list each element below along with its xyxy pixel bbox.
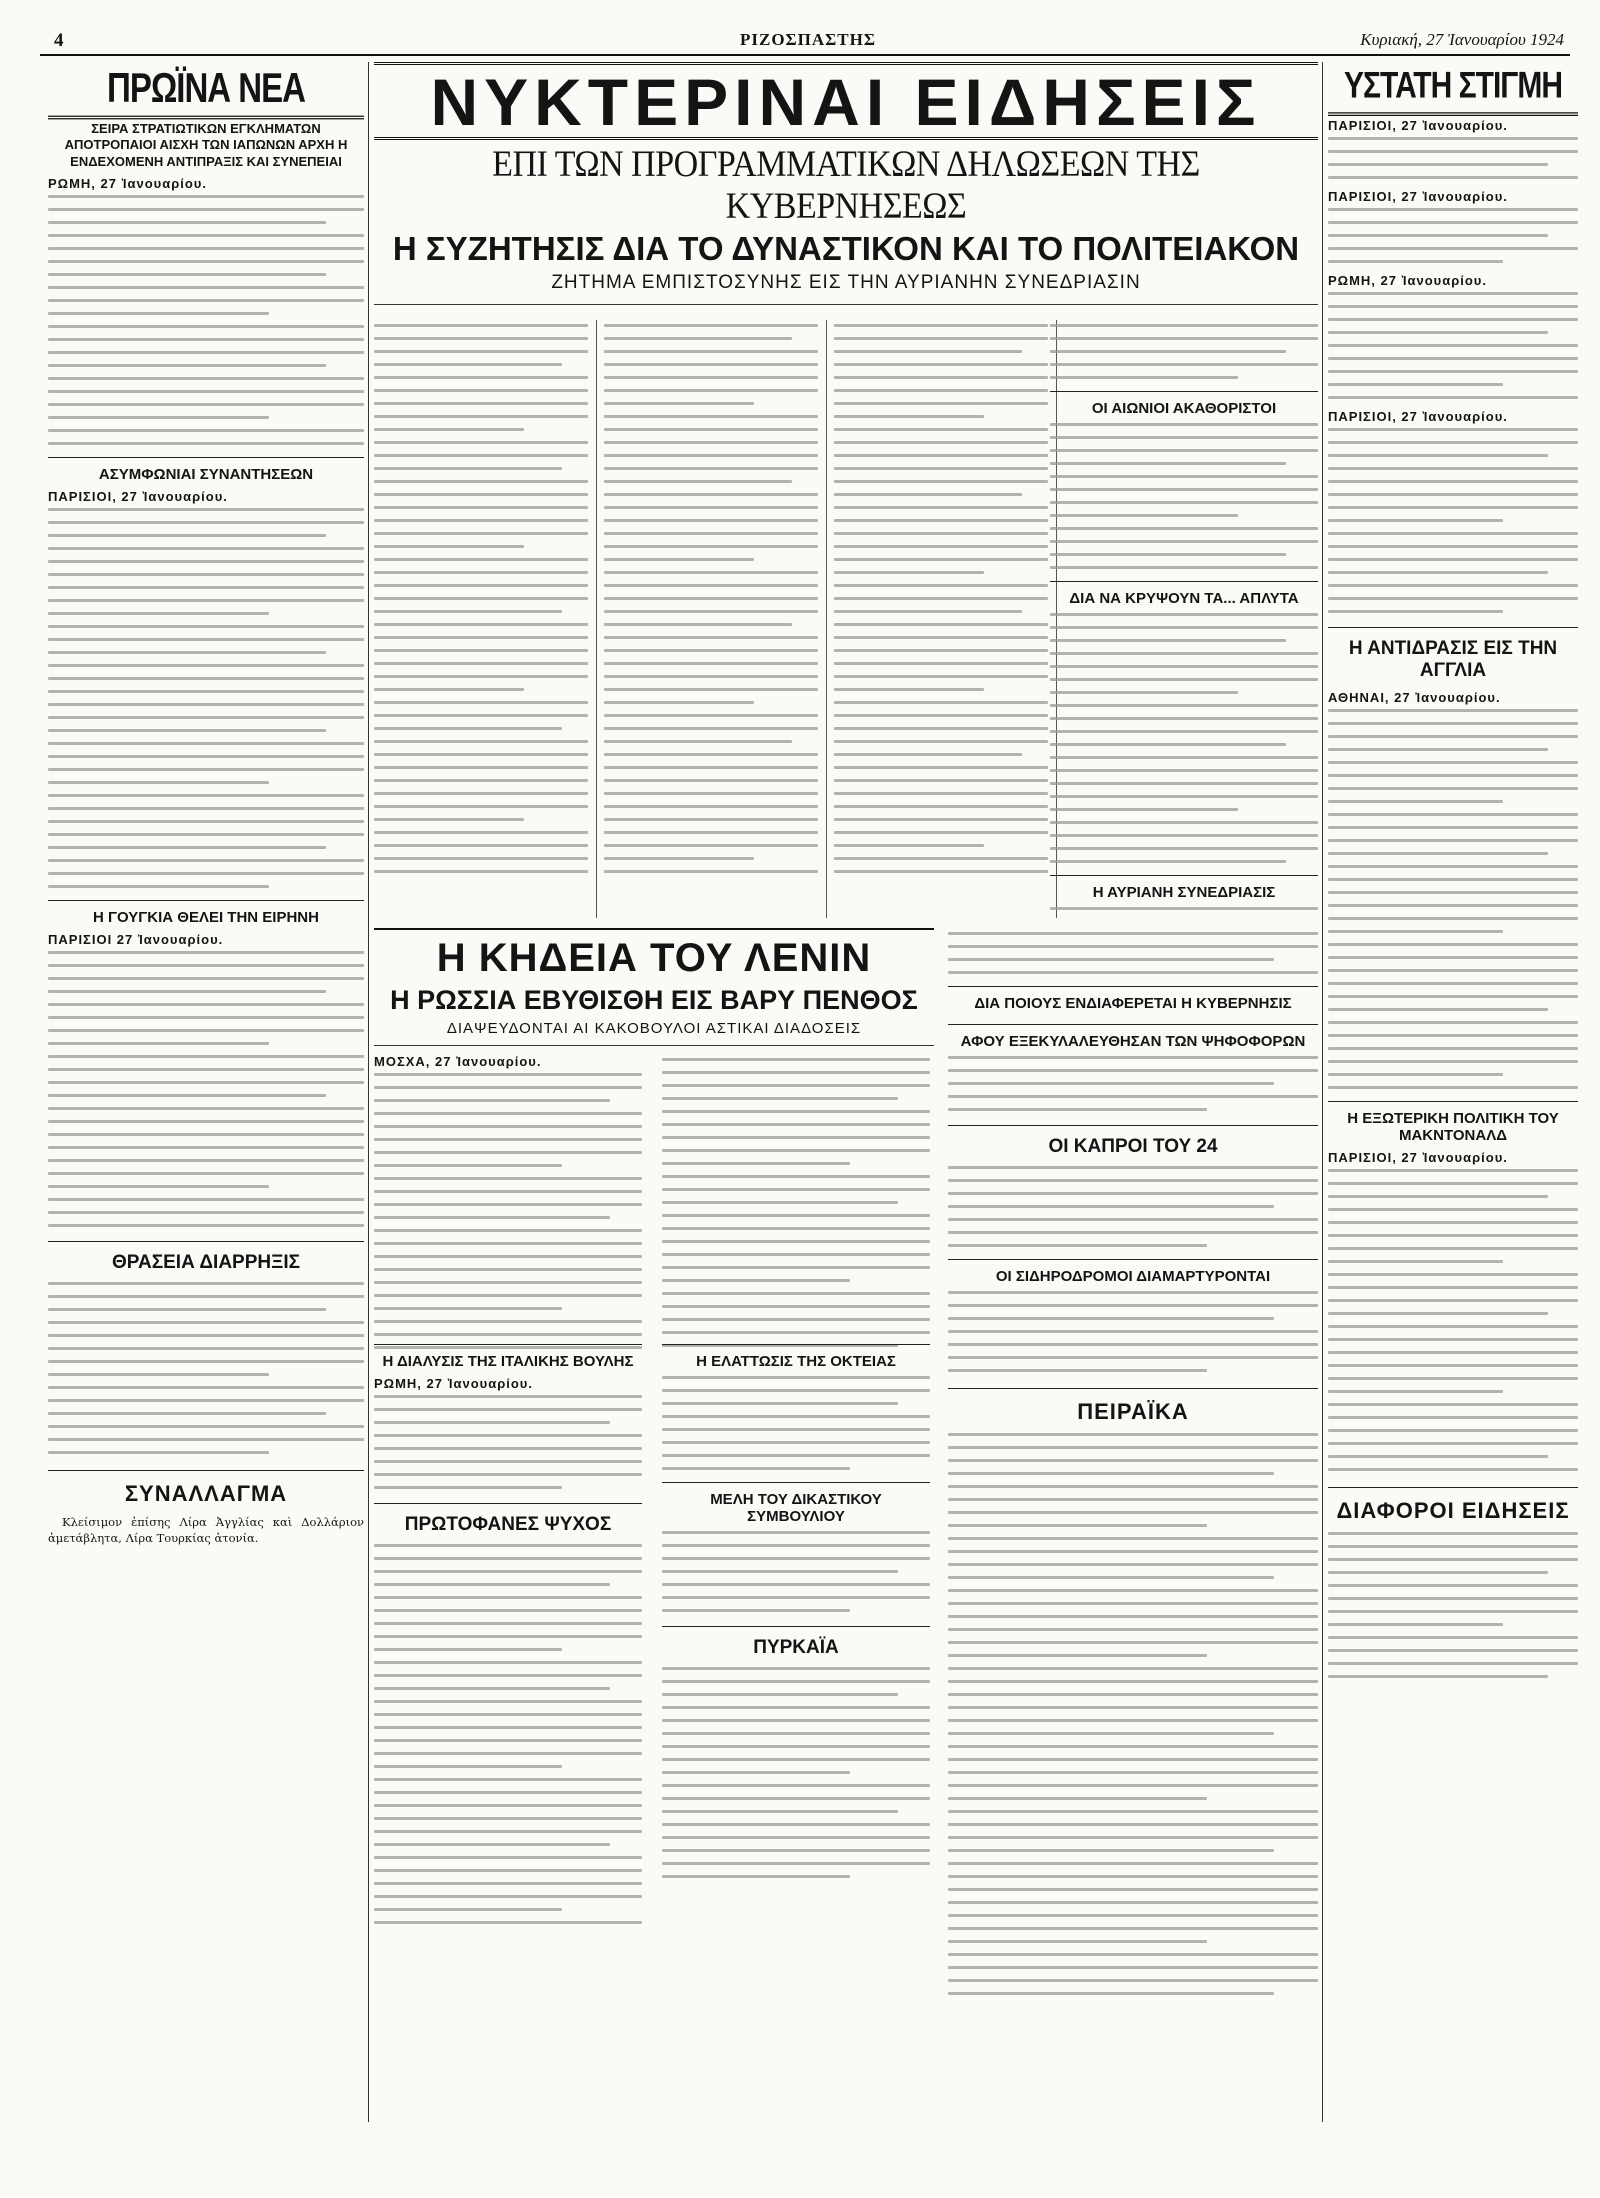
lenin-col-1 xyxy=(374,1054,642,1354)
center-right-column xyxy=(948,928,1318,2168)
cr-section-5: ΠΕΙΡΑΪΚΑ xyxy=(948,1388,1318,1425)
lenin-article xyxy=(374,928,934,1354)
left-dateline-3: ΠΑΡΙΣΙΟΙ 27 Ἰανουαρίου. xyxy=(48,931,224,947)
left-banner: ΠΡΩΪΝΑ ΝΕΑ xyxy=(48,62,364,119)
right-dateline-3: ΡΩΜΗ, 27 Ἰανουαρίου. xyxy=(1328,273,1487,288)
exchange-text: Κλείσιμον ἐπίσης Λίρα Ἀγγλίας καὶ Δολλάριον ἀμετάβλητα, Λίρα Τουρκίας ἀτονία. xyxy=(48,1514,364,1545)
column-rule xyxy=(826,320,827,918)
col4-section-2: ΔΙΑ ΝΑ ΚΡΥΨΟΥΝ ΤΑ... ΑΠΛΥΤΑ xyxy=(1050,581,1318,607)
article-text xyxy=(48,1282,364,1454)
center-headline-1: ΕΠΙ ΤΩΝ ΠΡΟΓΡΑΜΜΑΤΙΚΩΝ ΔΗΛΩΣΕΩΝ ΤΗΣ ΚΥΒΕΡΝΗΣΕΩΣ xyxy=(492,144,1200,227)
left-section-3: ΘΡΑΣΕΙΑ ΔΙΑΡΡΗΞΙΣ xyxy=(48,1241,364,1274)
page-number: 4 xyxy=(54,30,64,51)
newspaper-name: ΡΙΖΟΣΠΑΣΤΗΣ xyxy=(740,30,876,49)
left-headline: ΣΕΙΡΑ ΣΤΡΑΤΙΩΤΙΚΩΝ ΕΓΚΛΗΜΑΤΩΝ ΑΠΟΤΡΟΠΑΙΟΙ ΑΙΣΧΗ ΤΩΝ ΙΑΠΩΝΩΝ ΑΡΧΗ Η ΕΝΔΕΧΟΜΕΝΗ ΑΝΤΙΠΡΑΞΙΣ ΚΑΙ ΣΥΝΕΠΕΙΑΙ xyxy=(64,121,348,169)
lower-col-2 xyxy=(662,1332,930,2162)
col4-section-3: Η ΑΥΡΙΑΝΗ ΣΥΝΕΔΡΙΑΣΙΣ xyxy=(1050,875,1318,901)
left-section-2: Η ΓΟΥΓΚΙΑ ΘΕΛΕΙ ΤΗΝ ΕΙΡΗΝΗ xyxy=(48,900,364,926)
cr-section-2: ΑΦΟΥ ΕΞΕΚΥΛΑΛΕΥΘΗΣΑΝ ΤΩΝ ΨΗΦΟΦΟΡΩΝ xyxy=(948,1024,1318,1050)
issue-date: Κυριακή, 27 Ἰανουαρίου 1924 xyxy=(1360,30,1564,49)
cr-section-3: ΟΙ ΚΑΠΡΟΙ ΤΟΥ 24 xyxy=(948,1125,1318,1158)
article-text xyxy=(48,195,364,445)
lower-dateline-1: ΡΩΜΗ, 27 Ἰανουαρίου. xyxy=(374,1376,533,1391)
lower-section-3: Η ΕΛΑΤΤΩΣΙΣ ΤΗΣ ΟΚΤΕΙΑΣ xyxy=(662,1344,930,1370)
lower-col-1 xyxy=(374,1332,642,2162)
right-section-1: Η ΑΝΤΙΔΡΑΣΙΣ ΕΙΣ ΤΗΝ ΑΓΓΛΙΑ xyxy=(1328,627,1578,682)
lenin-headline-1: Η ΚΗΔΕΙΑ ΤΟΥ ΛΕΝΙΝ xyxy=(374,928,934,981)
right-dateline-2: ΠΑΡΙΣΙΟΙ, 27 Ἰανουαρίου. xyxy=(1328,189,1508,204)
lower-section-4: ΜΕΛΗ ΤΟΥ ΔΙΚΑΣΤΙΚΟΥ ΣΥΜΒΟΥΛΙΟΥ xyxy=(662,1482,930,1525)
right-dateline-1: ΠΑΡΙΣΙΟΙ, 27 Ἰανουαρίου. xyxy=(1328,118,1508,133)
right-dateline-5: ΑΘΗΝΑΙ, 27 Ἰανουαρίου. xyxy=(1328,690,1501,705)
lower-section-1: Η ΔΙΑΛΥΣΙΣ ΤΗΣ ΙΤΑΛΙΚΗΣ ΒΟΥΛΗΣ xyxy=(374,1344,642,1370)
column-rule xyxy=(368,62,369,2122)
left-column xyxy=(48,62,364,2122)
lenin-headline-3: ΔΙΑΨΕΥΔΟΝΤΑΙ ΑΙ ΚΑΚΟΒΟΥΛΟΙ ΑΣΤΙΚΑΙ ΔΙΑΔΟΣΕΙΣ xyxy=(374,1020,934,1046)
center-col-2 xyxy=(604,320,818,918)
right-dateline-6: ΠΑΡΙΣΙΟΙ, 27 Ἰανουαρίου. xyxy=(1328,1150,1508,1165)
column-rule xyxy=(1322,62,1323,2122)
lower-section-5: ΠΥΡΚΑΪΑ xyxy=(662,1626,930,1659)
center-area xyxy=(374,62,1318,1658)
center-headline-3: ΖΗΤΗΜΑ ΕΜΠΙΣΤΟΣΥΝΗΣ ΕΙΣ ΤΗΝ ΑΥΡΙΑΝΗΝ ΣΥΝΕΔΡΙΑΣΙΝ xyxy=(374,272,1318,305)
cr-section-4: ΟΙ ΣΙΔΗΡΟΔΡΟΜΟΙ ΔΙΑΜΑΡΤΥΡΟΝΤΑΙ xyxy=(948,1259,1318,1285)
right-banner: ΥΣΤΑΤΗ ΣΤΙΓΜΗ xyxy=(1328,62,1578,116)
right-column xyxy=(1328,62,1578,2122)
right-section-3: ΔΙΑΦΟΡΟΙ ΕΙΔΗΣΕΙΣ xyxy=(1328,1487,1578,1524)
cr-section-1: ΔΙΑ ΠΟΙΟΥΣ ΕΝΔΙΑΦΕΡΕΤΑΙ Η ΚΥΒΕΡΝΗΣΙΣ xyxy=(948,986,1318,1012)
masthead xyxy=(40,28,1570,56)
col4-section-1: ΟΙ ΑΙΩΝΙΟΙ ΑΚΑΘΟΡΙΣΤΟΙ xyxy=(1050,391,1318,417)
lenin-headline-2: Η ΡΩΣΣΙΑ ΕΒΥΘΙΣΘΗ ΕΙΣ ΒΑΡΥ ΠΕΝΘΟΣ xyxy=(390,985,918,1015)
left-section-1: ΑΣΥΜΦΩΝΙΑΙ ΣΥΝΑΝΤΗΣΕΩΝ xyxy=(48,457,364,483)
lenin-col-2 xyxy=(662,1054,930,1354)
left-dateline-1: ΡΩΜΗ, 27 Ἰανουαρίου. xyxy=(48,175,207,191)
right-section-2: Η ΕΞΩΤΕΡΙΚΗ ΠΟΛΙΤΙΚΗ ΤΟΥ ΜΑΚΝΤΟΝΑΛΔ xyxy=(1328,1101,1578,1144)
center-col-4 xyxy=(1050,320,1318,918)
center-banner: ΝΥΚΤΕΡΙΝΑΙ ΕΙΔΗΣΕΙΣ xyxy=(374,62,1318,140)
left-dateline-2: ΠΑΡΙΣΙΟΙ, 27 Ἰανουαρίου. xyxy=(48,488,228,504)
center-col-1 xyxy=(374,320,588,918)
center-col-3 xyxy=(834,320,1048,918)
article-text xyxy=(48,951,364,1227)
article-text xyxy=(48,508,364,888)
lenin-dateline: ΜΟΣΧΑ, 27 Ἰανουαρίου. xyxy=(374,1054,542,1069)
column-rule xyxy=(596,320,597,918)
left-section-4: ΣΥΝΑΛΛΑΓΜΑ xyxy=(48,1470,364,1507)
center-headline-2: Η ΣΥΖΗΤΗΣΙΣ ΔΙΑ ΤΟ ΔΥΝΑΣΤΙΚΟΝ ΚΑΙ ΤΟ ΠΟΛΙΤΕΙΑΚΟΝ xyxy=(392,230,1300,267)
lower-section-2: ΠΡΩΤΟΦΑΝΕΣ ΨΥΧΟΣ xyxy=(374,1503,642,1536)
right-dateline-4: ΠΑΡΙΣΙΟΙ, 27 Ἰανουαρίου. xyxy=(1328,409,1508,424)
